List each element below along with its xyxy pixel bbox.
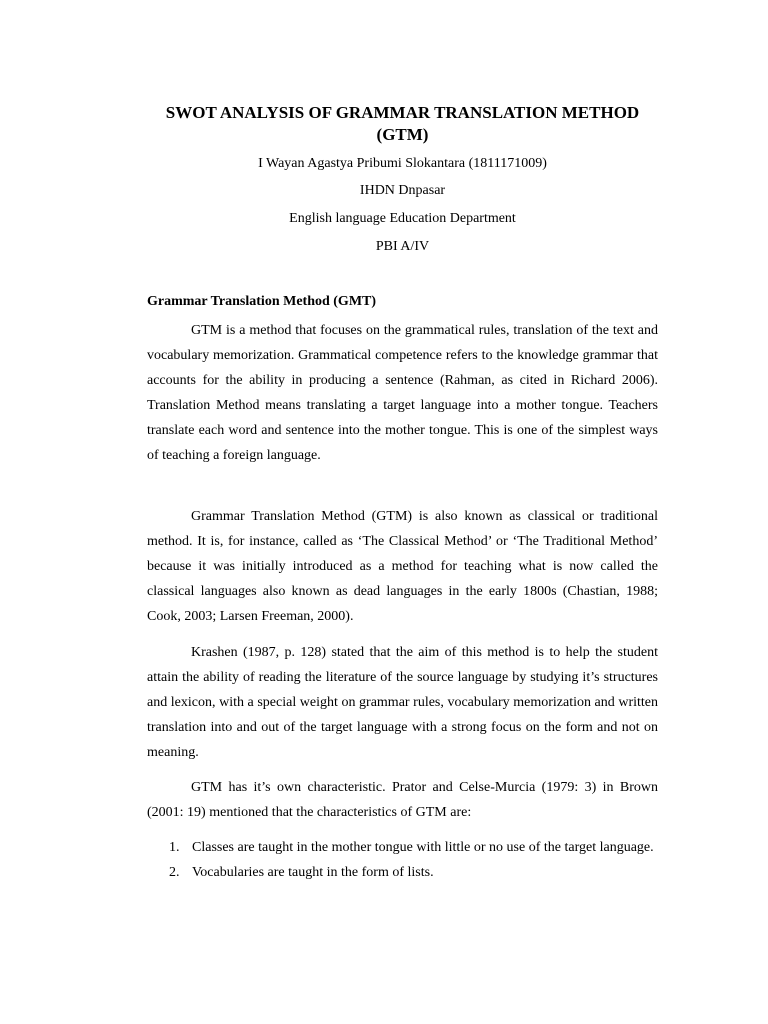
- list-item-number: 1.: [169, 840, 180, 855]
- list-item-text: Classes are taught in the mother tongue with little or no use of the target language.: [192, 840, 654, 855]
- paragraph-2: Grammar Translation Method (GTM) is also known as classical or traditional method. It is, for instance, called as ‘The Classical Method’ or ‘The Traditional Method’ because it was initially introduced as a method for teaching what is now called the classical languages also known as dead languages in the early 1800s (Chastian, 1988; Cook, 2003; Larsen Freeman, 2000).: [147, 509, 658, 624]
- list-item: [147, 835, 658, 860]
- institution-line: IHDN Dnpasar: [359, 183, 446, 198]
- list-item-text: Vocabularies are taught in the form of lists.: [192, 865, 434, 880]
- class-line: PBI A/IV: [375, 239, 430, 254]
- document-title: SWOT ANALYSIS OF GRAMMAR TRANSLATION METHOD (GTM): [165, 103, 640, 144]
- characteristics-list: [147, 835, 658, 885]
- paragraph-3: Krashen (1987, p. 128) stated that the aim of this method is to help the student attain the ability of reading the literature of the source language by studying it’s structures and lexicon, with a special weight on grammar rules, vocabulary memorization and written translation into and out of the target language with a strong focus on the form and not on meaning.: [147, 645, 658, 760]
- paragraph-4: GTM has it’s own characteristic. Prator and Celse-Murcia (1979: 3) in Brown (2001: 19) mentioned that the characteristics of GTM are:: [147, 780, 658, 820]
- department-line: English language Education Department: [289, 211, 516, 226]
- paragraph-1: GTM is a method that focuses on the grammatical rules, translation of the text and vocabulary memorization. Grammatical competence refers to the knowledge grammar that accounts for the ability in producing a sentence (Rahman, as cited in Richard 2006). Translation Method means translating a target language into a mother tongue. Teachers translate each word and sentence into the mother tongue. This is one of the simplest ways of teaching a foreign language.: [147, 323, 658, 463]
- section-heading: Grammar Translation Method (GMT): [147, 294, 377, 309]
- list-item: [147, 860, 658, 885]
- author-line: I Wayan Agastya Pribumi Slokantara (1811171009): [258, 156, 547, 171]
- list-item-number: 2.: [169, 865, 180, 880]
